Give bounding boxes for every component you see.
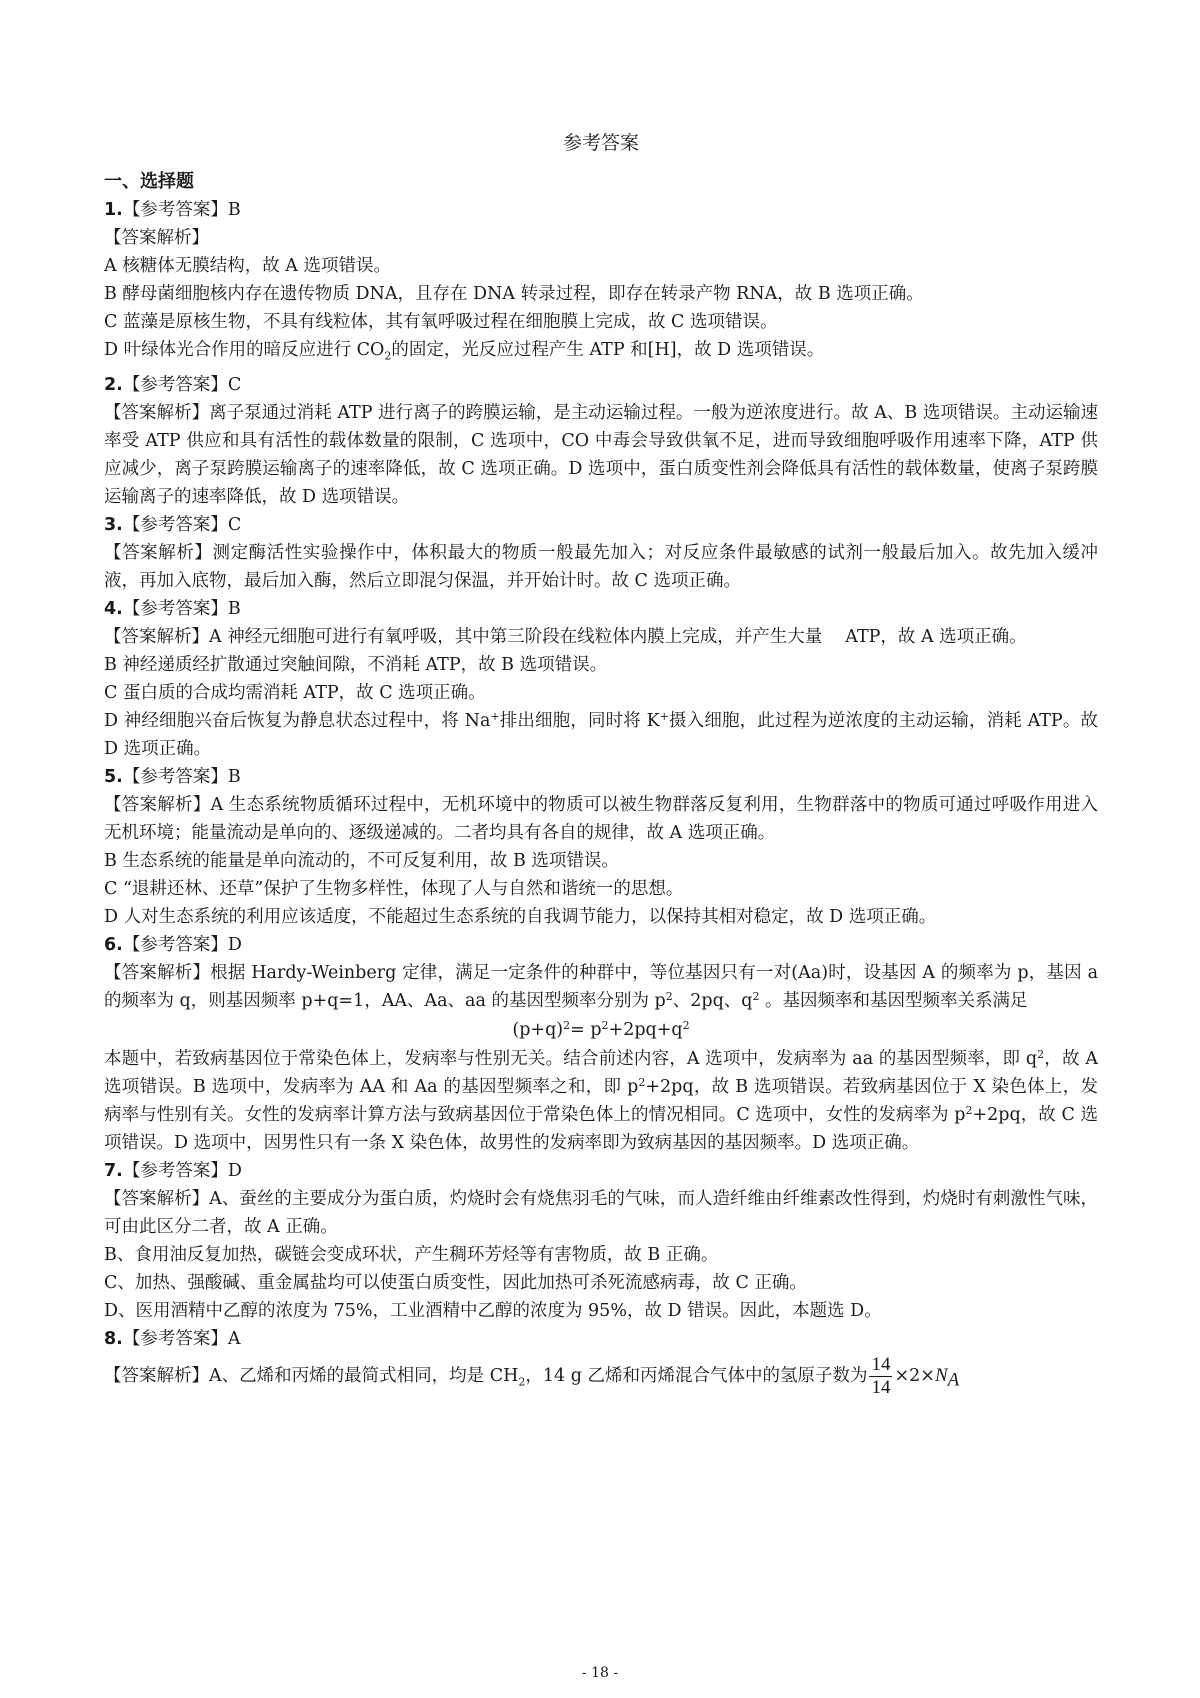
answer-line-4 [104,595,1098,623]
analysis-line: C 蓝藻是原核生物，不具有线粒体，其有氧呼吸过程在细胞膜上完成，故 C 选项错误。 [104,312,778,332]
analysis-line: B 神经递质经扩散通过突触间隙，不消耗 ATP，故 B 选项错误。 [104,654,608,675]
answer-line-3 [104,511,1098,539]
answer-label: 【参考答案】 [122,514,228,535]
fraction-numerator: 14 [871,1353,891,1375]
question-number: 7. [104,1160,123,1181]
question-number: 3. [104,514,123,535]
analysis-line: C 蛋白质的合成均需消耗 ATP，故 C 选项正确。 [104,682,486,703]
answer-letter: C [227,374,242,395]
analysis-label: 【答案解析】 [104,1365,209,1386]
analysis-line: A 核糖体无膜结构，故 A 选项错误。 [104,256,391,276]
answer-label: 【参考答案】 [122,1160,228,1181]
answer-line-5 [104,763,1098,791]
question-number: 2. [104,374,123,395]
fraction-denominator: 14 [871,1376,891,1398]
analysis-line: B、食用油反复加热，碳链会变成环状，产生稠环芳烃等有害物质，故 B 正确。 [104,1244,719,1265]
hardy-weinberg-formula: $(p+q)^2= p^2+2pq+q^2$ [512,1018,690,1040]
answer-label: 【参考答案】 [122,766,228,787]
answer-label: 【参考答案】 [122,598,228,619]
answer-label: 【参考答案】 [122,200,228,220]
page-content [104,128,1098,1405]
analysis-paragraph: 【答案解析】A 生态系统物质循环过程中，无机环境中的物质可以被生物群落反复利用，生物群落中的物质可通过呼吸作用进入无机环境；能量流动是单向的、逐级递减的。二者均具有各自的规律，故 A 选项正确。 [104,794,1098,843]
answer-letter: B [227,598,241,619]
question-number: 6. [104,934,123,955]
analysis-paragraph: 【答案解析】A 神经元细胞可进行有氧呼吸，其中第三阶段在线粒体内膜上完成，并产生大量 ATP，故 A 选项正确。 [104,626,1027,647]
analysis-line: D 人对生态系统的利用应该适度，不能超过生态系统的自我调节能力，以保持其相对稳定，故 D 选项正确。 [104,906,937,927]
fraction [869,1354,892,1399]
answer-letter: C [227,514,242,535]
analysis-line: B 生态系统的能量是单向流动的，不可反复利用，故 B 选项错误。 [104,850,619,871]
answer-letter: B [227,766,241,787]
analysis-label: 【答案解析】 [104,228,209,248]
answer-line-6 [104,931,1098,959]
analysis-label: 【答案解析】 [104,542,213,563]
answer-label: 【参考答案】 [122,1328,228,1349]
answer-line-8 [104,1325,1098,1353]
analysis-label: 【答案解析】 [104,1188,210,1209]
analysis-line: D、医用酒精中乙醇的浓度为 75%，工业酒精中乙醇的浓度为 95%，故 D 错误。因此，本题选 D。 [104,1300,882,1321]
analysis-paragraph: 【答案解析】A、乙烯和丙烯的最简式相同，均是 $CH_2$，14 g 乙烯和丙烯混合气体中的氢原子数为 $\frac{14}{14}$ $\times 2\times N_A$ [104,1353,960,1398]
answer-label: 【参考答案】 [122,374,228,395]
answer-letter: D [227,934,242,955]
answer-letter: D [227,1160,242,1181]
avogadro-symbol: N [934,1364,948,1386]
analysis-label: 【答案解析】 [104,402,210,423]
analysis-line: D 叶绿体光合作用的暗反应进行 $CO_2$的固定，光反应过程产生 ATP 和[H]，故 D 选项错误。 [104,340,825,363]
analysis-paragraph: 【答案解析】A、蚕丝的主要成分为蛋白质，灼烧时会有烧焦羽毛的气味，而人造纤维由纤维素改性得到，灼烧时有刺激性气味，可由此区分二者，故 A 正确。 [104,1188,1099,1237]
question-number: 5. [104,766,123,787]
analysis-label: 【答案解析】 [104,794,211,815]
analysis-paragraph: 【答案解析】测定酶活性实验操作中，体积最大的物质一般最先加入；对反应条件最敏感的试剂一般最后加入。故先加入缓冲液，再加入底物，最后加入酶，然后立即混匀保温，并开始计时。故 C 选项正确。 [104,542,1098,591]
section-heading: 一、选择题 [104,171,194,192]
answer-label: 【参考答案】 [122,934,228,955]
analysis-line: B 酵母菌细胞核内存在遗传物质 DNA，且存在 DNA 转录过程，即存在转录产物 RNA，故 B 选项正确。 [104,284,924,304]
analysis-label: 【答案解析】 [104,962,211,983]
analysis-paragraph: 本题中，若致病基因位于常染色体上，发病率与性别无关。结合前述内容，A 选项中，发病率为 aa 的基因型频率，即 $q^2$，故 A 选项错误。B 选项中，发病率为 AA 和 Aa 的基因型频率之和，即 $p^2+2pq$，故 B 选项错误。若致病基因位于 X 染色体上，发病率与性别有关。女性的发病率计算方法与致病基因位于常染色体上的情况相同。C 选项中，女性的发病率为 $p^2+2pq$，故 C 选项错误。D 选项中，因男性只有一条 X 染色体，故男性的发病率即为致病基因的基因频率。D 选项正确。 [104,1047,1099,1153]
question-number: 4. [104,598,123,619]
analysis-label: 【答案解析】 [104,626,209,647]
answer-letter: A [227,1328,241,1349]
question-number: 8. [104,1328,123,1349]
analysis-line: C、加热、强酸碱、重金属盐均可以使蛋白质变性，因此加热可杀死流感病毒，故 C 正确。 [104,1272,807,1293]
answer-letter: B [227,200,241,220]
question-number: 1. [104,200,123,220]
analysis-line: C “退耕还林、还草”保护了生物多样性，体现了人与自然和谐统一的思想。 [104,878,684,899]
answer-line-2 [104,371,1098,399]
analysis-line: D 神经细胞兴奋后恢复为静息状态过程中，将 Na+排出细胞，同时将 K+摄入细胞，此过程为逆浓度的主动运输，消耗 ATP。故 D 选项正确。 [104,709,1098,759]
page-title: 参考答案 [562,132,639,154]
analysis-paragraph: 【答案解析】离子泵通过消耗 ATP 进行离子的跨膜运输，是主动运输过程。一般为逆浓度进行。故 A、B 选项错误。主动运输速率受 ATP 供应和具有活性的载体数量的限制，C 选项中，CO 中毒会导致供氧不足，进而导致细胞呼吸作用速率下降，ATP 供应减少，离子泵跨膜运输离子的速率降低，故 C 选项正确。D 选项中，蛋白质变性剂会降低具有活性的载体数量，使离子泵跨膜运输离子的速率降低，故 D 选项错误。 [104,402,1099,507]
analysis-paragraph: 【答案解析】根据 Hardy-Weinberg 定律，满足一定条件的种群中，等位基因只有一对(Aa)时，设基因 A 的频率为 p，基因 a 的频率为 q，则基因频率 p+q=1，AA、Aa、aa 的基因型频率分别为 $p^2$、2pq、$q^2$ 。基因频率和基因型频率关系满足 [104,962,1099,1011]
answer-line-7 [104,1157,1098,1185]
answer-line-1 [104,196,1098,224]
page-number: - 18 - [581,1665,619,1681]
